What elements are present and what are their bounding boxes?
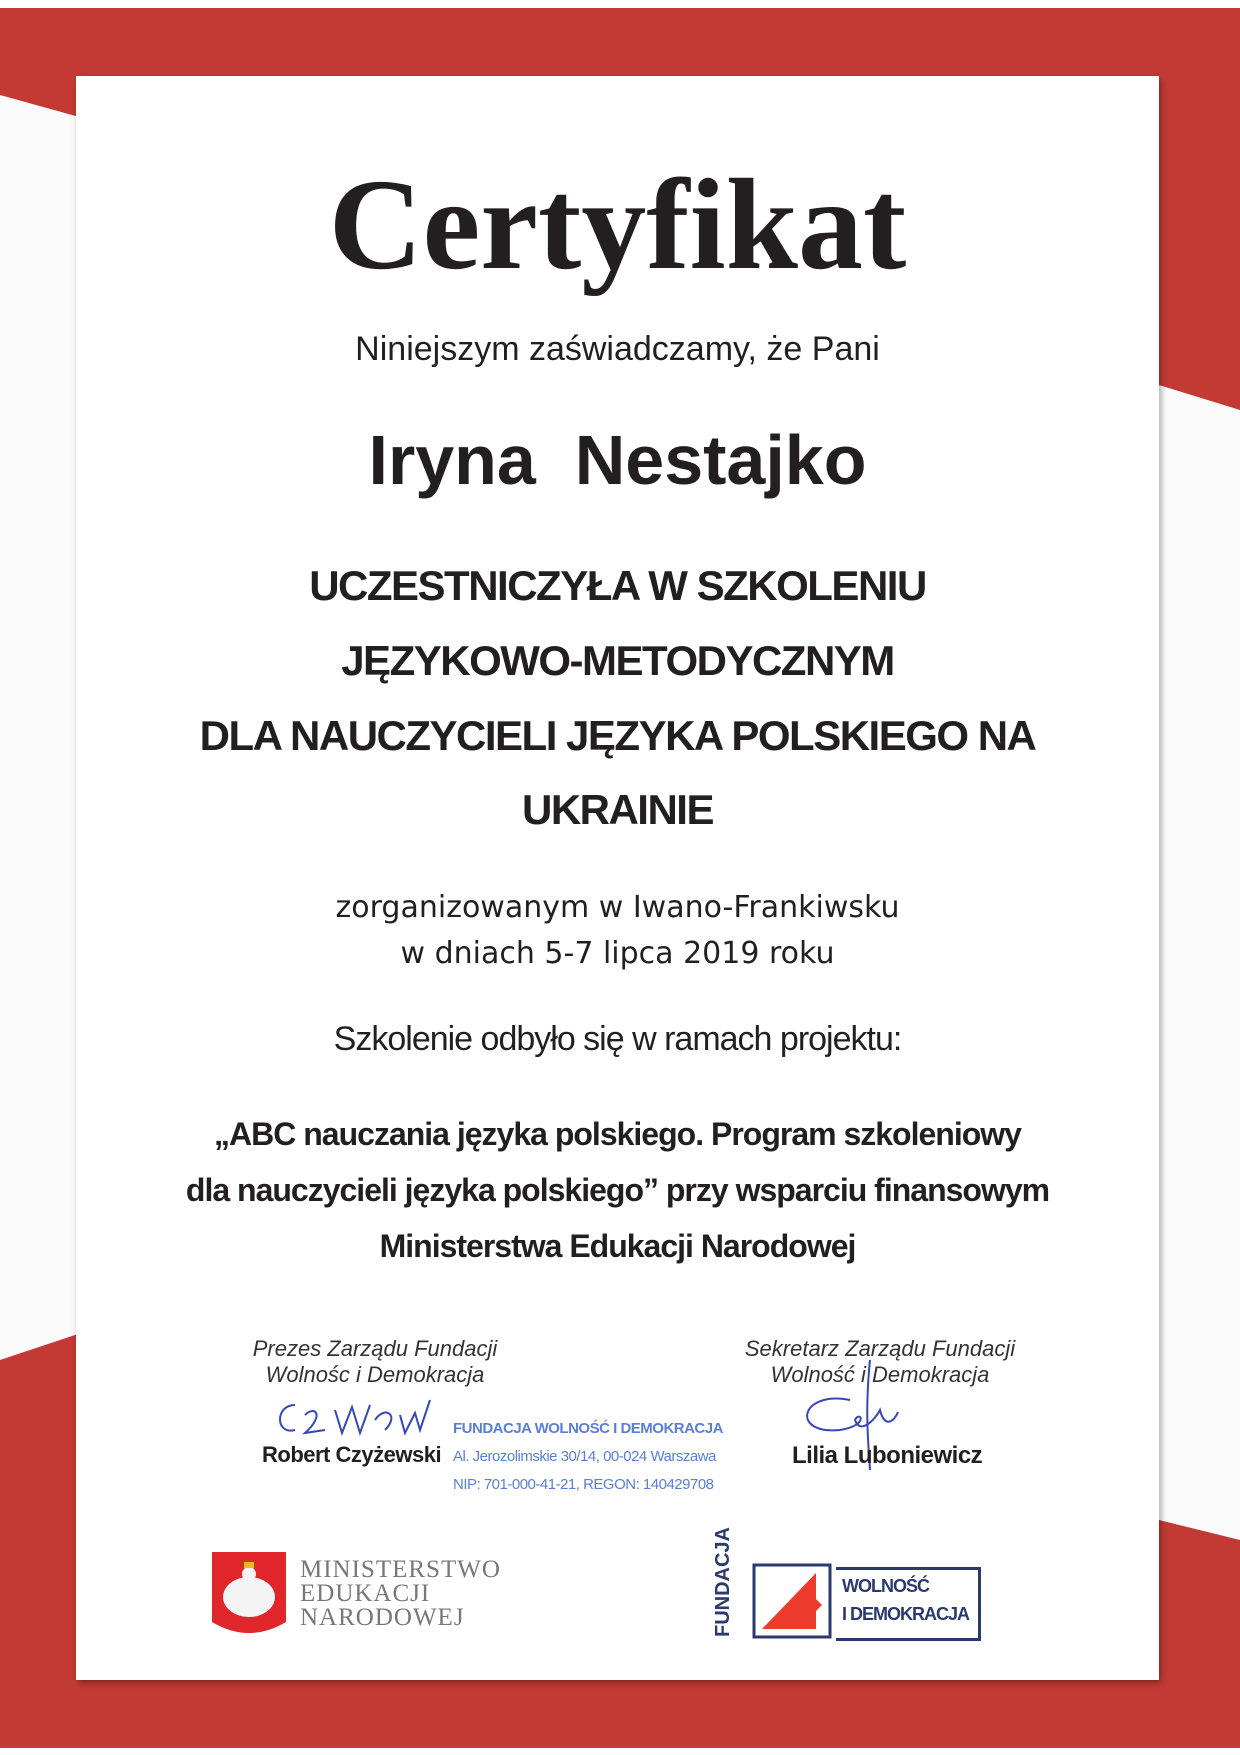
- intro-text: Niniejszym zaświadczamy, że Pani: [355, 330, 880, 368]
- project-intro: Szkolenie odbyło się w ramach projektu:: [333, 1020, 902, 1058]
- left-signatory-title-line: Wolnośc i Demokracja: [265, 1362, 485, 1387]
- heading-line: UKRAINIE: [521, 786, 713, 833]
- heading-line: DLA NAUCZYCIELI JĘZYKA POLSKIEGO NA: [199, 712, 1036, 759]
- right-signatory-title-line: Sekretarz Zarządu Fundacji: [744, 1336, 1016, 1361]
- left-signatory-title: [230, 1336, 520, 1388]
- ministry-logo-line: EDUKACJI: [300, 1580, 431, 1607]
- left-signatory-title-line: Prezes Zarządu Fundacji: [252, 1336, 498, 1361]
- right-signatory-title-line: Wolność i Demokracja: [770, 1362, 990, 1387]
- ministry-logo-line: NARODOWEJ: [300, 1604, 465, 1631]
- project-line: Ministerstwa Edukacji Narodowej: [379, 1228, 856, 1264]
- certificate-title: Certyfikat: [328, 153, 907, 297]
- recipient-name: Iryna Nestajko: [368, 421, 867, 499]
- ministry-logo-text: [300, 1558, 501, 1630]
- date-line: w dniach 5-7 lipca 2019 roku: [400, 936, 835, 971]
- foundation-logo-line: I DEMOKRACJA: [842, 1604, 970, 1624]
- stamp-line: FUNDACJA WOLNOŚĆ I DEMOKRACJA: [453, 1420, 723, 1437]
- heading-line: UCZESTNICZYŁA W SZKOLENIU: [309, 562, 926, 609]
- left-signature: [270, 1385, 470, 1445]
- foundation-logo-vertical: FUNDACJA: [712, 1527, 734, 1637]
- ministry-logo-line: MINISTERSTWO: [300, 1556, 501, 1583]
- heading-line: JĘZYKOWO-METODYCZNYM: [341, 637, 894, 684]
- foundation-logo-mark: [752, 1563, 832, 1639]
- left-signatory-name: Robert Czyżewski: [262, 1442, 442, 1467]
- foundation-logo-line: WOLNOŚĆ: [842, 1576, 929, 1596]
- stamp-line: NIP: 701-000-41-21, REGON: 140429708: [453, 1476, 714, 1493]
- project-line: dla nauczycieli języka polskiego” przy wsparciu finansowym: [185, 1172, 1050, 1208]
- stamp-line: Al. Jerozolimskie 30/14, 00-024 Warszawa: [453, 1448, 716, 1465]
- place-line: zorganizowanym w Iwano-Frankiwsku: [335, 890, 900, 925]
- certificate-sheet: [76, 76, 1159, 1680]
- foundation-logo-text: [842, 1572, 969, 1628]
- right-signatory-name: Lilia Luboniewicz: [792, 1442, 983, 1469]
- polish-eagle-emblem: [212, 1552, 286, 1640]
- project-line: „ABC nauczania języka polskiego. Program szkoleniowy: [214, 1116, 1021, 1152]
